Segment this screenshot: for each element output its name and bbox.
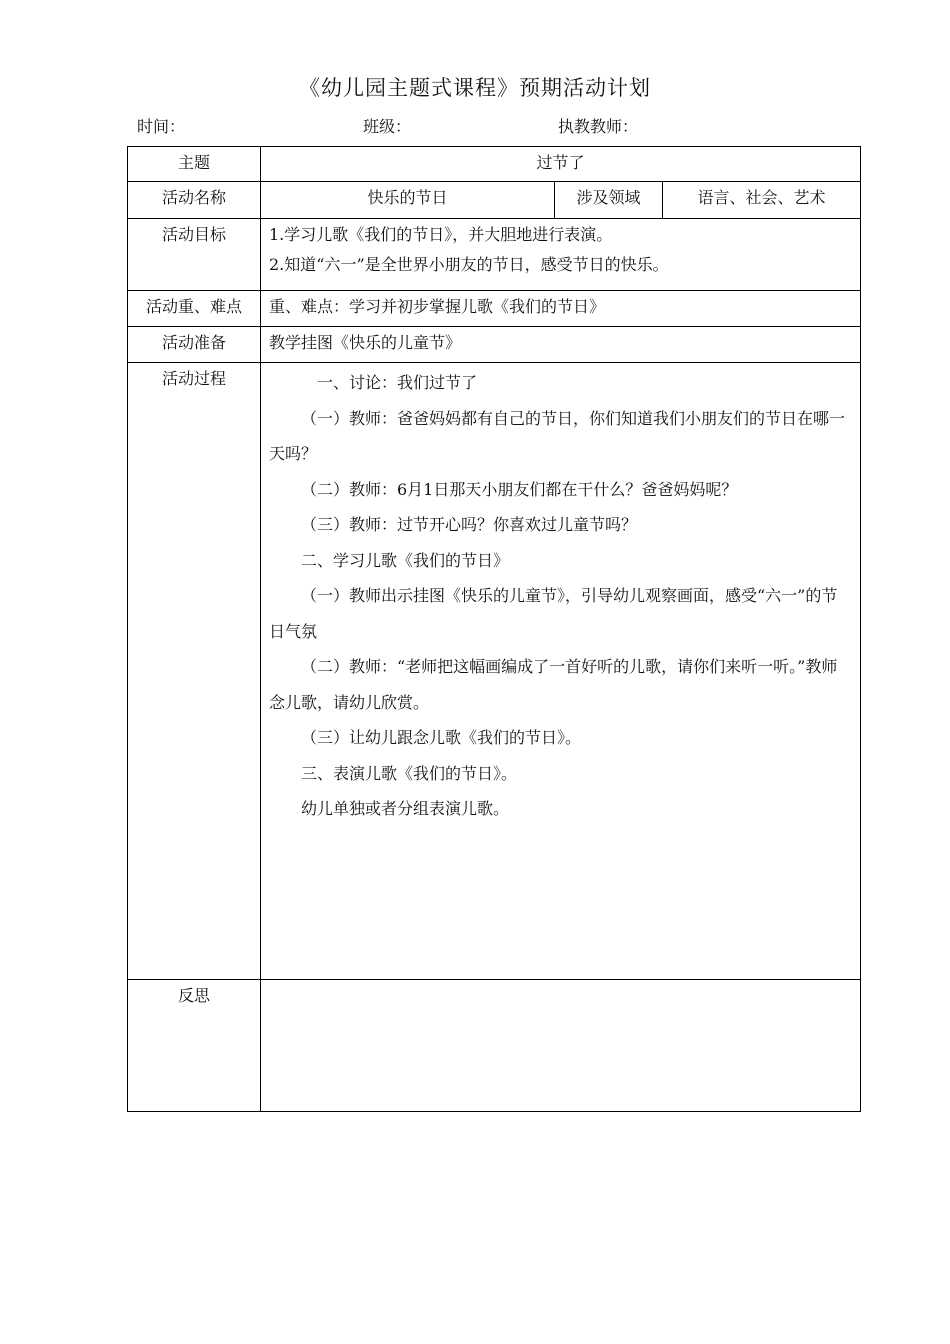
goals-content <box>261 219 861 291</box>
goals-row <box>128 219 861 291</box>
key-points-row <box>128 291 861 327</box>
page-title: 《幼儿园主题式课程》预期活动计划 <box>299 76 651 100</box>
reflection-row <box>128 980 861 1112</box>
reflection-label: 反思 <box>128 980 261 1112</box>
activity-plan-table <box>127 146 861 1112</box>
process-row <box>128 363 861 980</box>
teacher-label: 执教教师： <box>558 117 639 136</box>
activity-name-value: 快乐的节日 <box>261 182 555 219</box>
class-label: 班级： <box>363 117 412 136</box>
process-label: 活动过程 <box>128 363 261 980</box>
preparation-row <box>128 327 861 363</box>
preparation-label: 活动准备 <box>128 327 261 363</box>
goal-item: 2.知道“六一”是全世界小朋友的节日，感受节日的快乐。 <box>269 255 669 274</box>
process-line: 幼儿单独或者分组表演儿歌。 <box>301 799 510 818</box>
process-line: （三）让幼儿跟念儿歌《我们的节日》。 <box>301 728 582 747</box>
goal-item: 1.学习儿歌《我们的节日》，并大胆地进行表演。 <box>269 225 613 244</box>
process-content <box>261 363 861 980</box>
reflection-value <box>261 980 861 1112</box>
process-line: （二）教师：6月1日那天小朋友们都在干什么？爸爸妈妈呢？ <box>301 479 738 499</box>
process-line: （二）教师：“老师把这幅画编成了一首好听的儿歌，请你们来听一听。”教师念儿歌，请幼儿欣赏。 <box>269 657 838 712</box>
activity-name-label: 活动名称 <box>128 182 261 219</box>
time-label: 时间： <box>137 117 186 136</box>
domain-value: 语言、社会、艺术 <box>663 182 861 219</box>
process-line: 三、表演儿歌《我们的节日》。 <box>301 763 518 783</box>
key-points-label: 活动重、难点 <box>128 291 261 327</box>
process-line: 二、学习儿歌《我们的节日》 <box>301 550 510 570</box>
activity-name-row <box>128 182 861 219</box>
process-line: 一、讨论：我们过节了 <box>317 373 478 392</box>
process-line: （三）教师：过节开心吗？你喜欢过儿童节吗？ <box>301 515 638 534</box>
theme-row <box>128 147 861 182</box>
goals-label: 活动目标 <box>128 219 261 291</box>
theme-value: 过节了 <box>261 147 861 182</box>
process-line: （一）教师出示挂图《快乐的儿童节》，引导幼儿观察画面，感受“六一”的节日气氛 <box>269 586 838 641</box>
preparation-value: 教学挂图《快乐的儿童节》 <box>261 327 861 363</box>
process-line: （一）教师：爸爸妈妈都有自己的节日，你们知道我们小朋友们的节日在哪一天吗？ <box>269 408 846 463</box>
domain-label: 涉及领域 <box>555 182 663 219</box>
key-points-value: 重、难点：学习并初步掌握儿歌《我们的节日》 <box>261 291 861 327</box>
theme-label: 主题 <box>128 147 261 182</box>
